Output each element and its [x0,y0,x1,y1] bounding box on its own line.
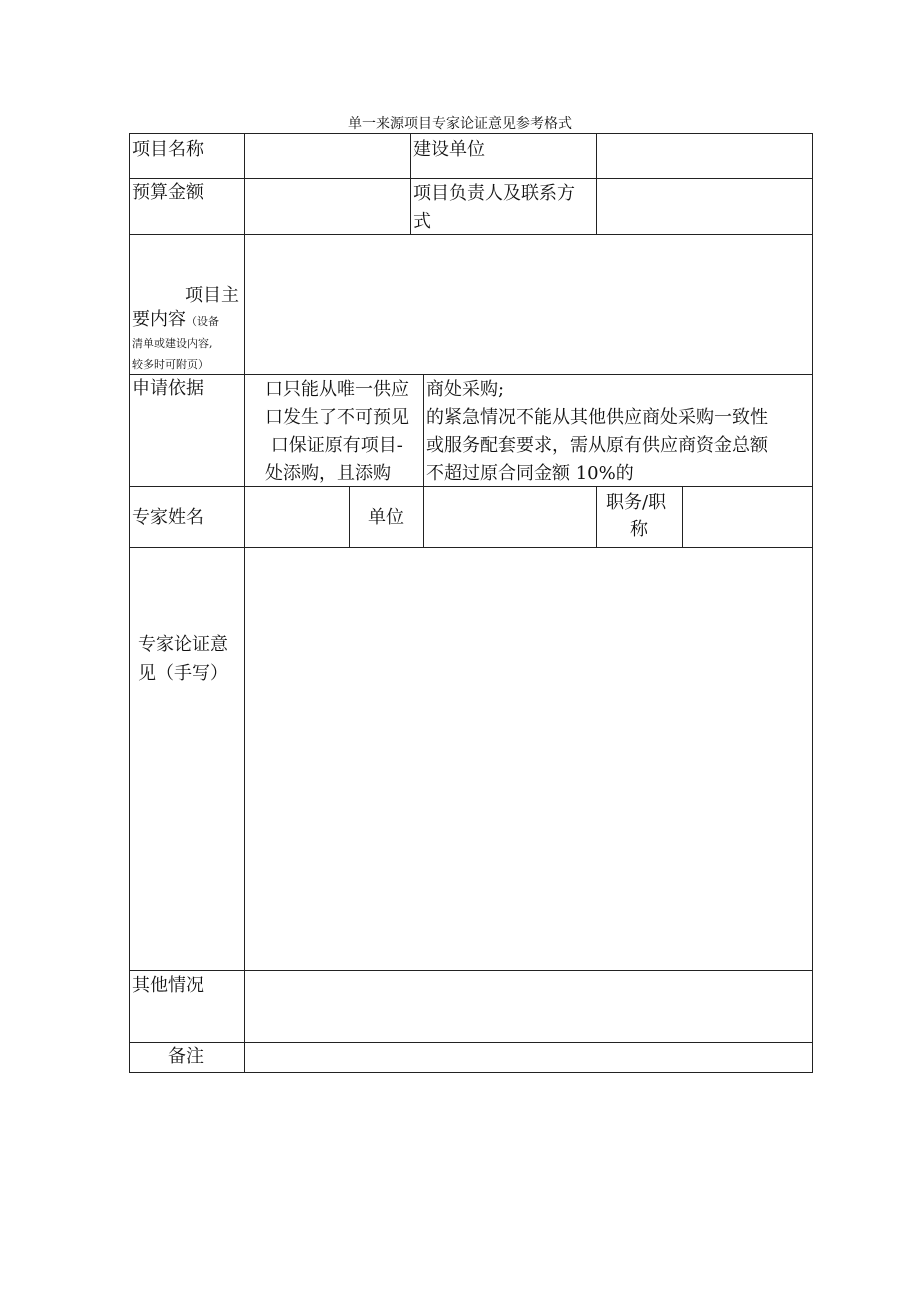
basis-right-line: 或服务配套要求，需从原有供应商资金总额 [426,435,768,456]
row-divider [130,178,812,179]
opinion-label-line2: 见（手写） [138,663,228,684]
unit-label: 单位 [368,507,404,528]
column-divider [349,486,350,547]
basis-left-line: 处添购，且添购 [265,463,391,484]
budget-label: 预算金额 [132,182,204,203]
manager-label-line2: 式 [413,211,431,232]
row-divider [130,234,812,235]
row-divider [130,547,812,548]
row-divider [130,1042,812,1043]
opinion-label-line1: 专家论证意 [138,634,228,655]
row-divider [130,374,812,375]
page-title: 单一来源项目专家论证意见参考格式 [348,116,572,132]
column-divider [244,134,245,1072]
basis-right-line: 不超过原合同金额 10%的 [426,463,634,484]
basis-right-line: 的紧急情况不能从其他供应商处采购一致性 [426,407,768,428]
expert-name-label: 专家姓名 [132,507,204,528]
content-label-note3: 较多时可附页） [132,358,209,371]
expert-opinion-form [129,133,813,1073]
content-label-line2: 要内容 [132,309,186,330]
remark-label: 备注 [168,1046,204,1067]
column-divider [596,134,597,234]
basis-label: 申请依据 [132,378,204,399]
content-label-line1: 项目主 [185,285,239,306]
position-label-line1: 职务/职 [606,492,667,513]
manager-label-line1: 项目负责人及联系方 [413,183,575,204]
basis-left-line: 口发生了不可预见 [265,407,409,428]
position-label-line2: 称 [630,519,648,540]
column-divider [682,486,683,547]
content-label-note2: 清单或建设内容, [132,337,213,350]
basis-right-line: 商处采购; [426,379,505,400]
column-divider [410,134,411,234]
other-label: 其他情况 [132,975,204,996]
column-divider [423,486,424,547]
content-label-note1: （设备 [186,315,219,328]
column-divider [423,374,424,486]
project-name-label: 项目名称 [132,139,204,160]
basis-left-line: 口只能从唯一供应 [265,379,409,400]
column-divider [596,486,597,547]
build-unit-label: 建设单位 [413,139,485,160]
row-divider [130,970,812,971]
basis-left-line: 口保证原有项目- [265,435,403,456]
